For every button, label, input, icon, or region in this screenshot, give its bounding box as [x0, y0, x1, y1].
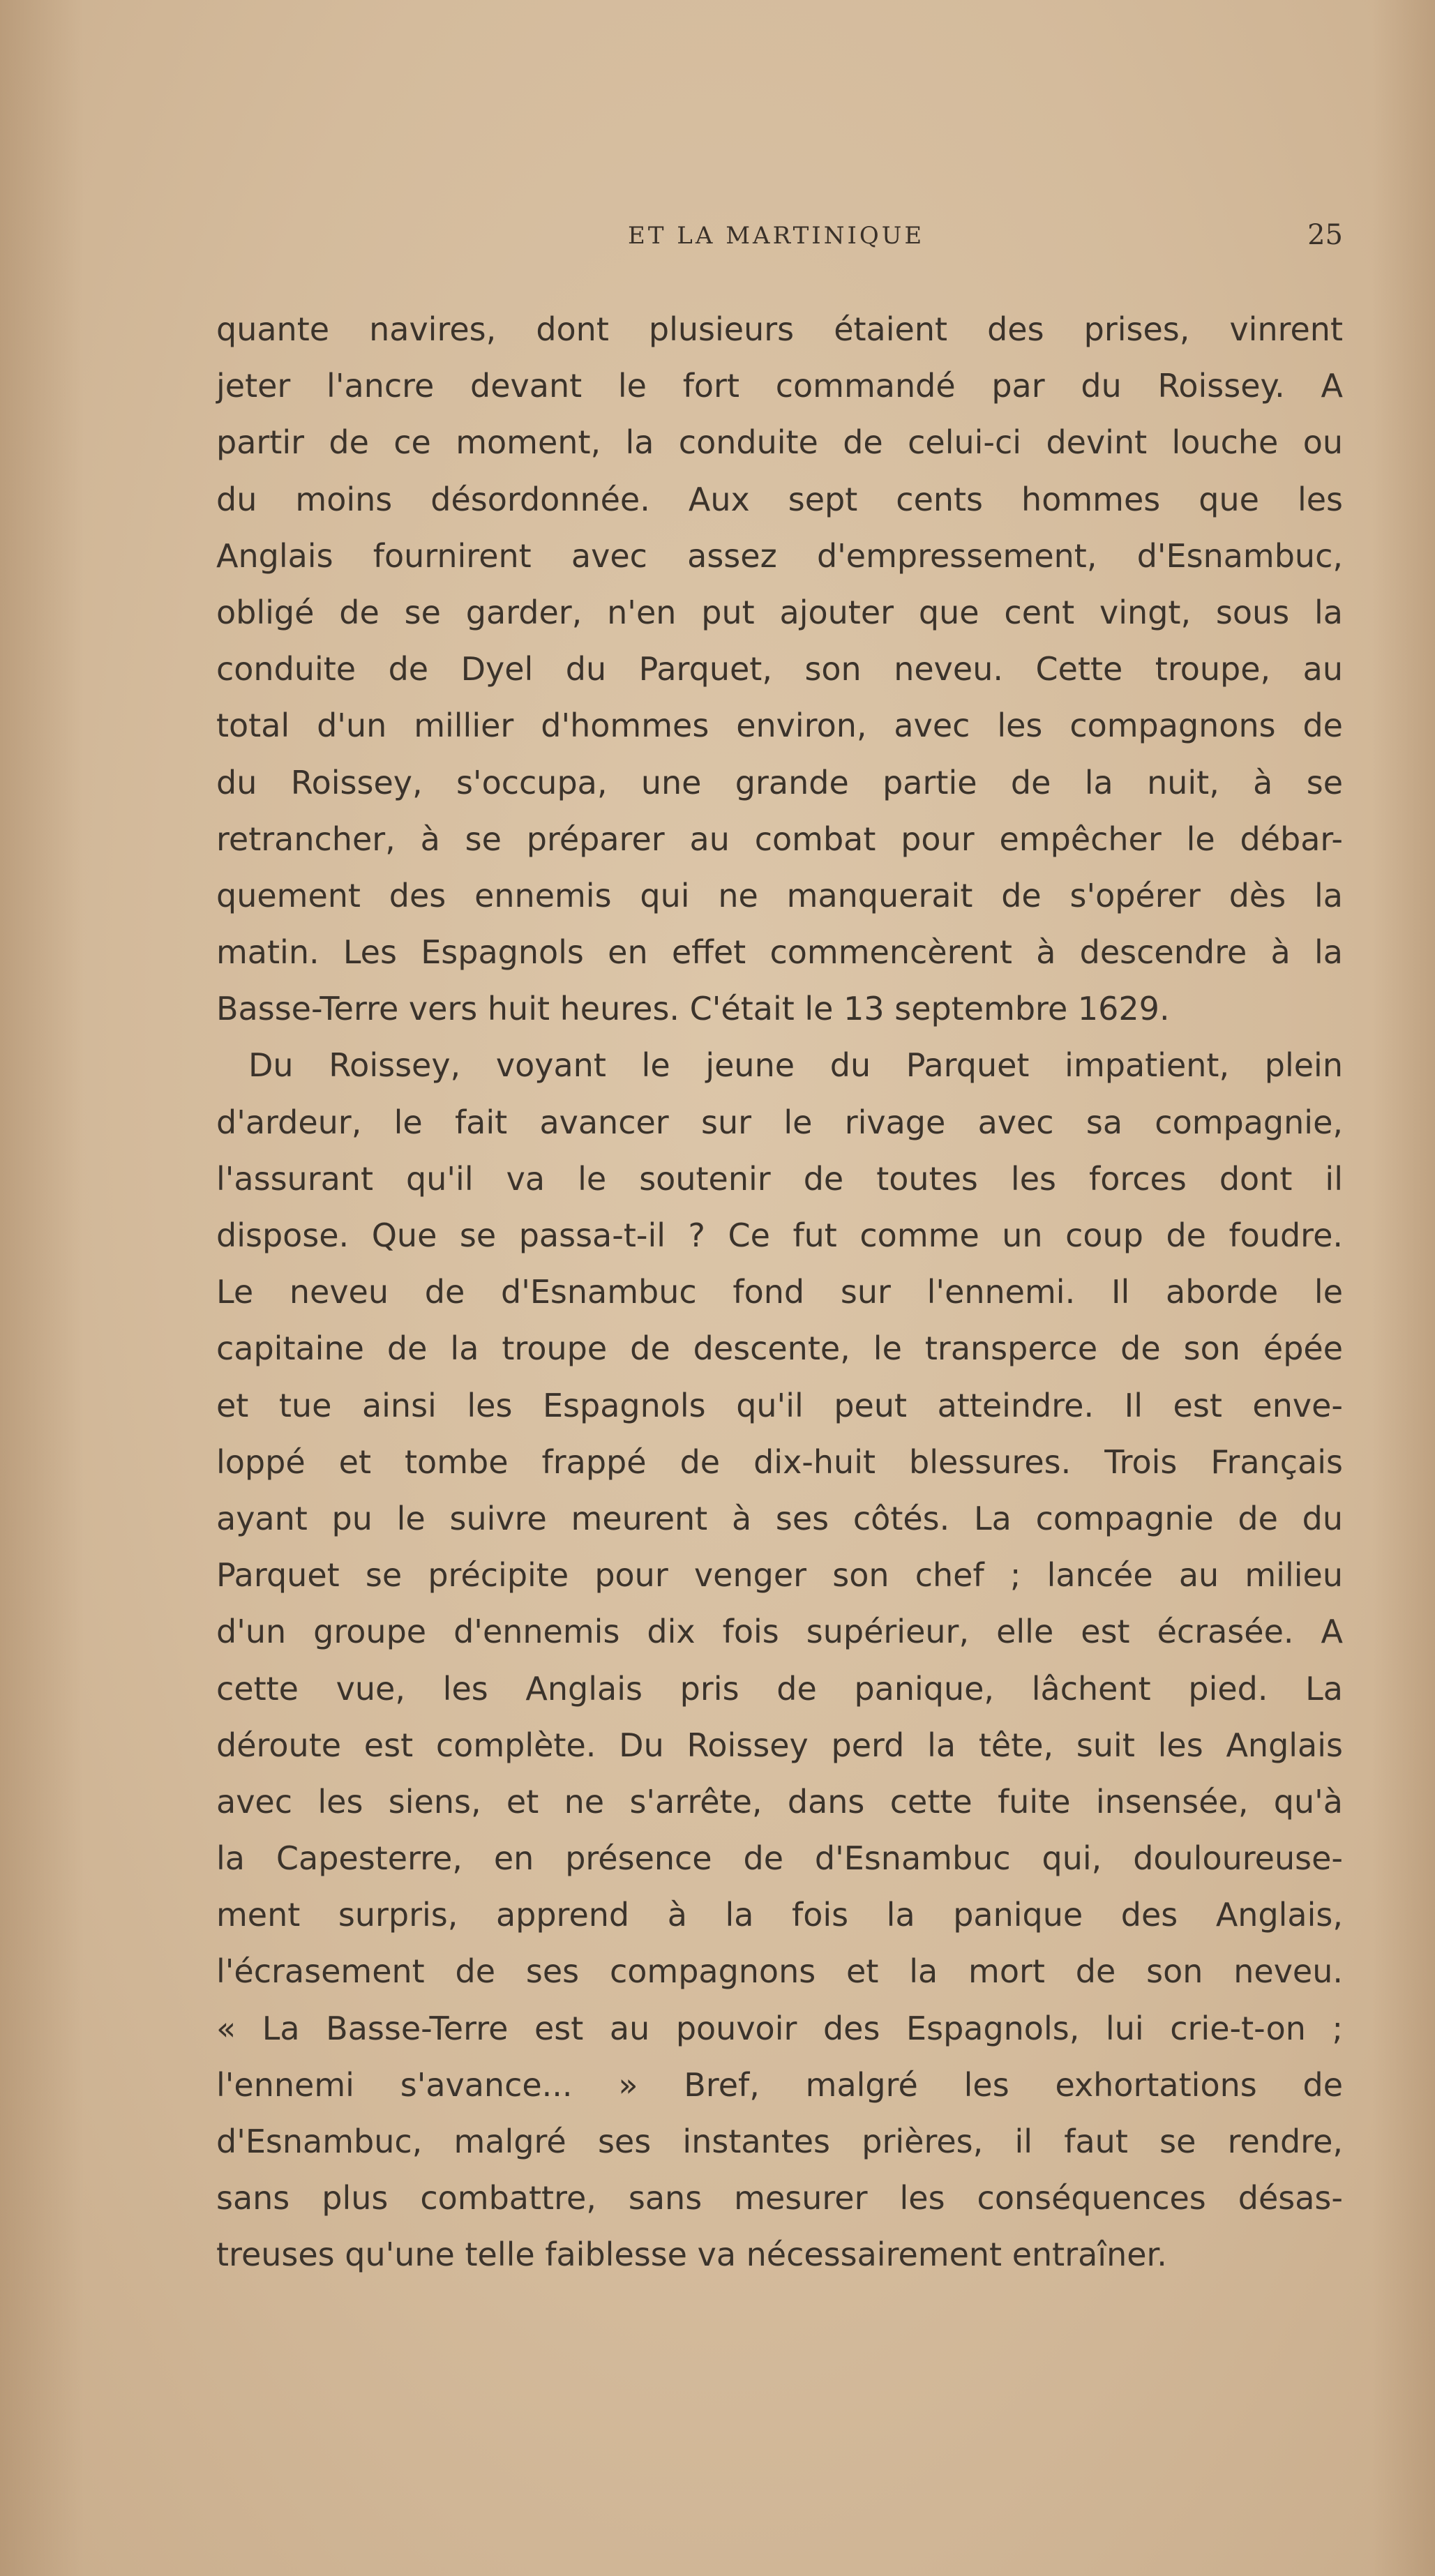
text-line: cette vue, les Anglais pris de panique, lâchent pied. La	[216, 1669, 1343, 1708]
text-line: Le neveu de d'Esnambuc fond sur l'ennemi. Il aborde le	[216, 1273, 1343, 1311]
text-line: l'assurant qu'il va le soutenir de toutes les forces dont il	[216, 1159, 1343, 1198]
page-number: 25	[1307, 219, 1343, 251]
text-line: ment surpris, apprend à la fois la panique des Anglais,	[216, 1896, 1343, 1934]
text-line: Parquet se précipite pour venger son chef ; lancée au milieu	[216, 1556, 1343, 1595]
text-line: d'un groupe d'ennemis dix fois supérieur, elle est écrasée. A	[216, 1613, 1343, 1651]
text-line: Anglais fournirent avec assez d'empressement, d'Esnambuc,	[216, 536, 1343, 575]
text-line: total d'un millier d'hommes environ, avec les compagnons de	[216, 707, 1343, 745]
text-line: quement des ennemis qui ne manquerait de s'opérer dès la	[216, 876, 1343, 914]
text-line: obligé de se garder, n'en put ajouter que cent vingt, sous la	[216, 593, 1343, 631]
text-line: quante navires, dont plusieurs étaient des prises, vinrent	[216, 310, 1343, 348]
text-line: avec les siens, et ne s'arrête, dans cette fuite insensée, qu'à	[216, 1782, 1343, 1821]
page-header	[216, 219, 1343, 257]
text-line: treuses qu'une telle faiblesse va nécessairement entraîner.	[216, 2236, 1167, 2274]
text-line: Du Roissey, voyant le jeune du Parquet impatient, plein	[248, 1046, 1343, 1085]
text-line: la Capesterre, en présence de d'Esnambuc qui, douloureuse-	[216, 1839, 1343, 1878]
text-line: conduite de Dyel du Parquet, son neveu. Cette troupe, au	[216, 650, 1343, 688]
running-title: ET LA MARTINIQUE	[628, 222, 925, 250]
text-line: jeter l'ancre devant le fort commandé par du Roissey. A	[216, 367, 1343, 405]
text-line: capitaine de la troupe de descente, le transperce de son épée	[216, 1330, 1343, 1368]
text-line: du moins désordonnée. Aux sept cents hommes que les	[216, 480, 1343, 518]
text-line: « La Basse-Terre est au pouvoir des Espagnols, lui crie-t-on ;	[216, 2009, 1343, 2047]
text-line: Basse-Terre vers huit heures. C'était le 13 septembre 1629.	[216, 990, 1170, 1028]
text-line: et tue ainsi les Espagnols qu'il peut atteindre. Il est enve-	[216, 1386, 1343, 1424]
text-line: d'ardeur, le fait avancer sur le rivage avec sa compagnie,	[216, 1103, 1343, 1141]
text-line: d'Esnambuc, malgré ses instantes prières, il faut se rendre,	[216, 2123, 1343, 2160]
text-line: l'ennemi s'avance... » Bref, malgré les exhortations de	[216, 2065, 1343, 2104]
body-text	[216, 301, 1343, 2284]
text-line: déroute est complète. Du Roissey perd la tête, suit les Anglais	[216, 1726, 1343, 1764]
text-line: ayant pu le suivre meurent à ses côtés. La compagnie de du	[216, 1499, 1343, 1537]
text-line: matin. Les Espagnols en effet commencèrent à descendre à la	[216, 933, 1343, 972]
text-line: partir de ce moment, la conduite de celui-ci devint louche ou	[216, 423, 1343, 462]
text-line: l'écrasement de ses compagnons et la mort de son neveu.	[216, 1952, 1343, 1991]
text-line: du Roissey, s'occupa, une grande partie de la nuit, à se	[216, 763, 1343, 801]
text-line: dispose. Que se passa-t-il ? Ce fut comme un coup de foudre.	[216, 1217, 1343, 1254]
text-line: retrancher, à se préparer au combat pour empêcher le débar-	[216, 820, 1343, 858]
text-line: sans plus combattre, sans mesurer les conséquences désas-	[216, 2179, 1343, 2217]
text-line: loppé et tombe frappé de dix-huit blessures. Trois Français	[216, 1443, 1343, 1481]
